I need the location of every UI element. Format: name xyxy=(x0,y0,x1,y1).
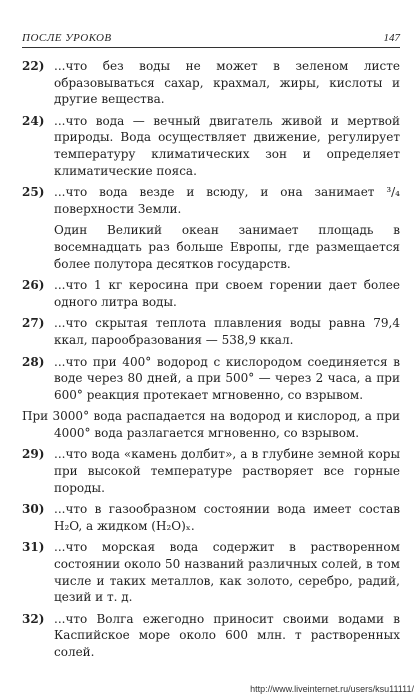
fact-paragraph: При 3000° вода распадается на водород и кислород, а при 4000° вода разлагается мгновенно, со взрывом. xyxy=(22,409,400,440)
fact-item xyxy=(22,315,400,348)
fact-item xyxy=(22,184,400,217)
fact-number: 22) xyxy=(22,59,45,73)
fact-item xyxy=(22,539,400,605)
fact-number: 27) xyxy=(22,316,45,331)
fact-number: 28) xyxy=(22,354,45,369)
fact-item xyxy=(22,611,400,661)
fact-text: ...что 1 кг керосина при своем горении дает более одного литра воды. xyxy=(54,278,400,309)
watermark-url: http://www.liveinternet.ru/users/ksu11111/ xyxy=(250,684,414,694)
fact-text: ...что вода везде и всюду, и она занимает ³/₄ поверхности Земли. xyxy=(54,185,400,216)
page-number: 147 xyxy=(383,32,400,44)
fact-continuation: Один Великий океан занимает площадь в восемнадцать раз больше Европы, где размещается более полутора десятков государств. xyxy=(54,223,400,271)
fact-number: 26) xyxy=(22,278,45,293)
fact-item xyxy=(22,277,400,310)
fact-item xyxy=(22,113,400,179)
fact-item xyxy=(22,58,400,108)
running-header xyxy=(22,28,400,48)
fact-number: 24) xyxy=(22,113,45,128)
fact-text: ...что морская вода содержит в растворенном состоянии около 50 названий различных солей, в том числе и таких металлов, как золото, серебро, радий, цезий и т. д. xyxy=(54,540,400,605)
fact-number: 25) xyxy=(22,185,45,200)
fact-text: ...что Волга ежегодно приносит своими водами в Каспийское море около 600 млн. т растворенных солей. xyxy=(54,611,400,659)
fact-text: ...что при 400° водород с кислородом соединяется в воде через 80 дней, а при 500° — через 2 часа, а при 600° реакция протекает мгновенно, со взрывом. xyxy=(54,354,400,402)
fact-number: 32) xyxy=(22,611,45,626)
fact-text: ...что скрытая теплота плавления воды равна 79,4 ккал, парообразования — 538,9 ккал. xyxy=(54,316,400,347)
page-body xyxy=(22,58,400,666)
fact-item xyxy=(22,501,400,534)
fact-text: ...что вода «камень долбит», а в глубине земной коры при высокой температуре растворяет все горные породы. xyxy=(54,447,400,495)
fact-item xyxy=(22,446,400,496)
fact-number: 31) xyxy=(22,540,45,555)
fact-text: ...что в газообразном состоянии вода имеет состав H₂O, а жидком (H₂O)ₓ. xyxy=(54,502,400,533)
fact-item xyxy=(22,354,400,404)
fact-number: 29) xyxy=(22,447,45,462)
fact-text: ...что без воды не может в зеленом листе образовываться сахар, крахмал, жиры, кислоты и другие вещества. xyxy=(54,59,400,107)
fact-text: ...что вода — вечный двигатель живой и мертвой природы. Вода осуществляет движение, регулирует температуру климатических зон и определяет климатические пояса. xyxy=(54,113,400,178)
fact-number: 30) xyxy=(22,502,45,517)
running-title: ПОСЛЕ УРОКОВ xyxy=(22,32,112,44)
